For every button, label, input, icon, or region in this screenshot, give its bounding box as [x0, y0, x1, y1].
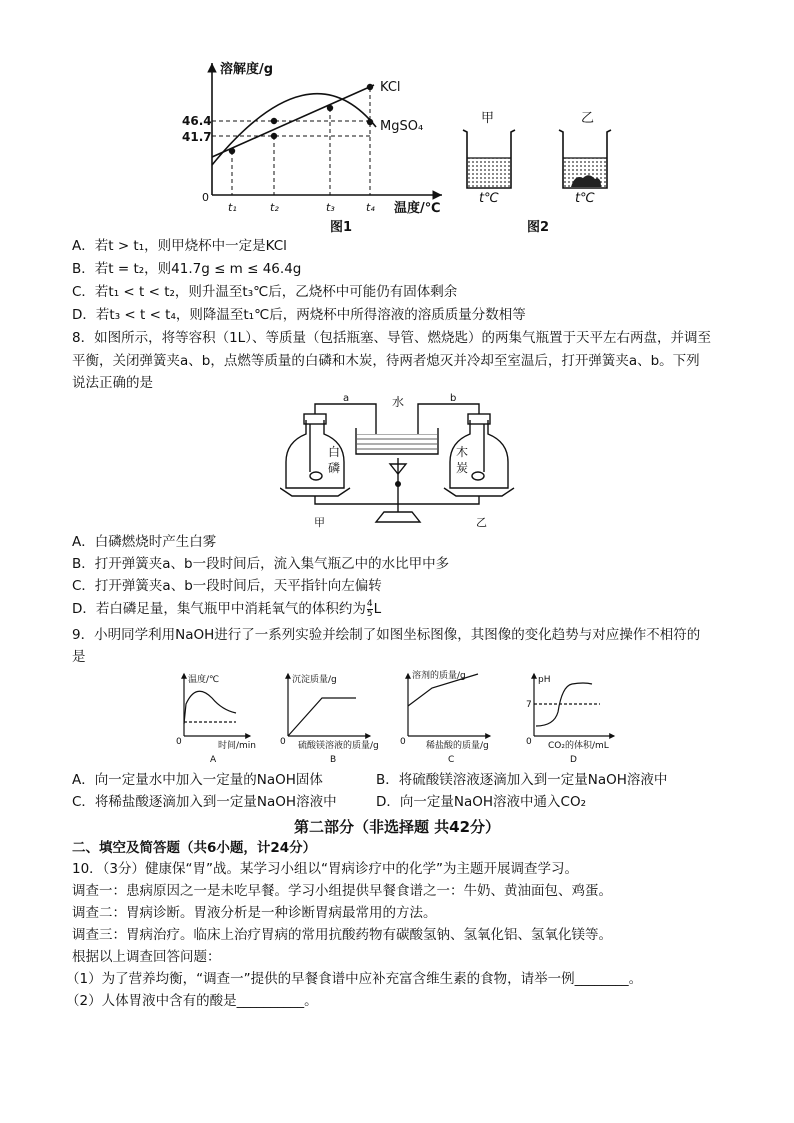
chart-c-xlabel: 稀盐酸的质量/g — [426, 741, 489, 751]
apparatus-clip-b: b — [450, 393, 457, 404]
q9-charts — [170, 668, 630, 768]
chart-a-ylabel: 温度/℃ — [188, 675, 220, 685]
q8-option-b: B．打开弹簧夹a、b一段时间后，流入集气瓶乙中的水比甲中多 — [72, 556, 450, 572]
q7-option-b: B．若t = t₂，则41.7g ≤ m ≤ 46.4g — [72, 261, 302, 277]
y-tick-46.4: 46.4 — [182, 114, 212, 128]
chart-c-origin: 0 — [400, 737, 406, 747]
chart-a-origin: 0 — [176, 737, 182, 747]
q8-option-a: A．白磷燃烧时产生白雾 — [72, 534, 217, 550]
q9-option-b: B．将硫酸镁溶液逐滴加入到一定量NaOH溶液中 — [376, 772, 668, 788]
chart-c-letter: C — [448, 755, 455, 765]
chart-b-letter: B — [330, 755, 337, 765]
mgso4-curve — [212, 94, 376, 165]
apparatus-mutan-1: 木 — [456, 445, 469, 459]
q10-line2: 调查一：患病原因之一是未吃早餐。学习小组提供早餐食谱之一：牛奶、黄油面包、鸡蛋。 — [72, 883, 612, 899]
solubility-chart — [180, 55, 450, 235]
fig1-caption: 图1 — [330, 220, 353, 235]
beaker-yi-temp: t℃ — [575, 191, 595, 206]
q10-line5: 根据以上调查回答问题： — [72, 949, 221, 965]
apparatus-jia: 甲 — [314, 516, 325, 529]
beaker-jia-temp: t℃ — [479, 191, 499, 206]
beaker-yi-label: 乙 — [581, 111, 595, 126]
y-tick-41.7: 41.7 — [182, 130, 212, 144]
apparatus-yi: 乙 — [476, 516, 487, 529]
x-axis-label: 温度/℃ — [394, 201, 441, 216]
q9-option-c: C．将稀盐酸逐滴加入到一定量NaOH溶液中 — [72, 794, 337, 810]
fraction-numerator: 4 — [366, 598, 373, 609]
chart-d-origin: 0 — [526, 737, 532, 747]
y-axis-label: 溶解度/g — [220, 62, 274, 77]
x-tick-t1: t₁ — [228, 201, 237, 214]
q10-line3: 调查二：胃病诊断。胃液分析是一种诊断胃病最常用的方法。 — [72, 905, 437, 921]
q10-line1: 10．（3分）健康保“胃”战。某学习小组以“胃病诊疗中的化学”为主题开展调查学习。 — [72, 861, 578, 877]
beakers-figure — [455, 100, 615, 235]
chart-b-xlabel: 硫酸镁溶液的质量/g — [298, 741, 379, 751]
q8-option-c: C．打开弹簧夹a、b一段时间后，天平指针向左偏转 — [72, 578, 382, 594]
apparatus-clip-a: a — [343, 393, 350, 404]
q7-option-a: A．若t > t₁，则甲烧杯中一定是KCl — [72, 238, 287, 254]
x-tick-t3: t₃ — [326, 201, 335, 214]
q9-option-d: D．向一定量NaOH溶液中通入CO₂ — [376, 794, 587, 810]
q8-option-d-text: D．若白磷足量，集气瓶甲中消耗氧气的体积约为 — [72, 601, 366, 617]
series-mgso4: MgSO₄ — [380, 119, 424, 134]
origin-label: 0 — [202, 191, 209, 204]
fraction-denominator: 5 — [366, 608, 373, 619]
q7-option-d: D．若t₃ < t < t₄，则降温至t₁℃后，两烧杯中所得溶液的溶质质量分数相等 — [72, 307, 526, 323]
q8-stem-line1: 8．如图所示，将等容积（1L）、等质量（包括瓶塞、导管、燃烧匙）的两集气瓶置于天平左右两盘，并调至 — [72, 330, 711, 346]
apparatus-mutan-2: 炭 — [456, 461, 469, 475]
chart-b-origin: 0 — [280, 737, 286, 747]
q10-line4: 调查三：胃病治疗。临床上治疗胃病的常用抗酸药物有碳酸氢钠、氢氧化铝、氢氧化镁等。 — [72, 927, 612, 943]
chart-a-xlabel: 时间/min — [218, 741, 257, 751]
q8-stem-line3: 说法正确的是 — [72, 375, 153, 391]
q10-line6: （1）为了营养均衡，“调查一”提供的早餐食谱中应补充富含维生素的食物，请举一例________。 — [66, 971, 643, 987]
fig2-caption: 图2 — [527, 220, 550, 235]
apparatus-baling-2: 磷 — [328, 461, 341, 475]
q8-option-d — [72, 599, 381, 619]
x-tick-t4: t₄ — [366, 201, 375, 214]
chart-d-letter: D — [570, 755, 577, 765]
q7-option-c: C．若t₁ < t < t₂，则升温至t₃℃后，乙烧杯中可能仍有固体剩余 — [72, 284, 458, 300]
q8-option-d-unit: L — [373, 601, 382, 617]
chart-d-xlabel: CO₂的体积/mL — [548, 741, 609, 751]
chart-c-ylabel: 溶剂的质量/g — [412, 671, 466, 681]
series-kcl: KCl — [380, 80, 401, 95]
chart-d-ylabel: pH — [538, 675, 551, 685]
q8-stem-line2: 平衡，关闭弹簧夹a、b，点燃等质量的白磷和木炭，待两者熄灭并冷却至室温后，打开弹簧夹a、b。下列 — [72, 353, 700, 369]
q9-stem-line1: 9．小明同学利用NaOH进行了一系列实验并绘制了如图坐标图像，其图像的变化趋势与对应操作不相符的 — [72, 627, 701, 643]
chart-d-tick7: 7 — [526, 700, 532, 710]
q9-stem-line2: 是 — [72, 649, 86, 665]
q9-option-a: A．向一定量水中加入一定量的NaOH固体 — [72, 772, 323, 788]
apparatus-water: 水 — [392, 395, 405, 409]
balance-apparatus — [280, 392, 530, 532]
part2-header: 第二部分（非选择题 共42分） — [293, 818, 501, 836]
q10-line7: （2）人体胃液中含有的酸是__________。 — [66, 993, 318, 1009]
beaker-jia-label: 甲 — [481, 111, 495, 126]
section2-title: 二、填空及简答题（共6小题，计24分） — [72, 840, 317, 856]
apparatus-baling-1: 白 — [328, 445, 341, 459]
chart-b-ylabel: 沉淀质量/g — [292, 675, 337, 685]
chart-a-letter: A — [210, 755, 217, 765]
x-tick-t2: t₂ — [270, 201, 279, 214]
